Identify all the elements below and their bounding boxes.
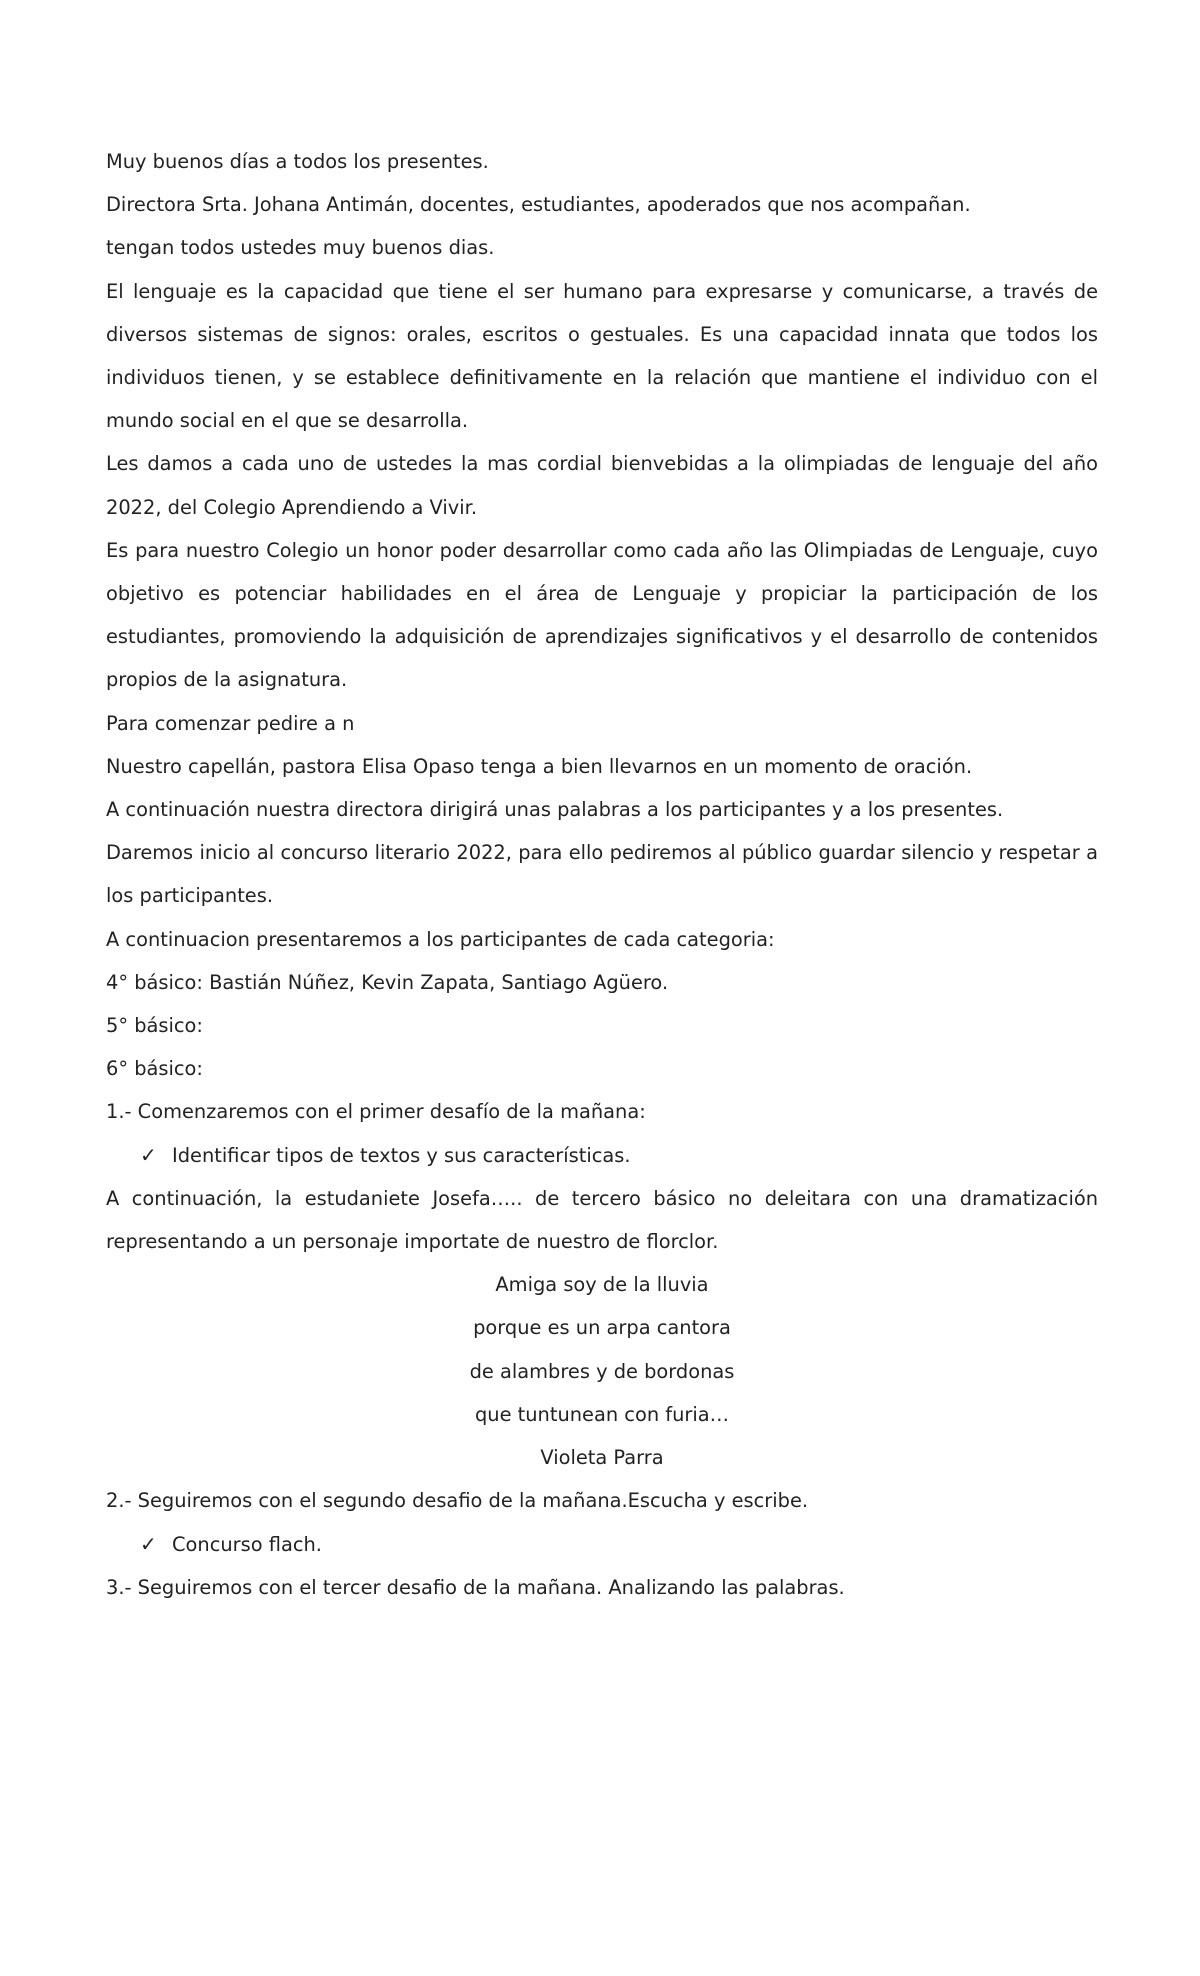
challenge-2-item-text: Concurso flach. bbox=[172, 1532, 322, 1556]
poem-author: Violeta Parra bbox=[540, 1446, 664, 1470]
paragraph-honor: Es para nuestro Colegio un honor poder desarrollar como cada año las Olimpiadas de Lenguaje, cuyo objetivo es potenciar habilidades en el área de Lenguaje y propiciar la participación de los estudiantes, promoviendo la adquisición de aprendizajes significativos y el desarrollo de contenidos propios de la asignatura. bbox=[106, 538, 1098, 692]
paragraph-language: El lenguaje es la capacidad que tiene el ser humano para expresarse y comunicarse, a través de diversos sistemas de signos: orales, escritos o gestuales. Es una capacidad innata que todos los individuos tienen, y se establece definitivamente en la relación que mantiene el individuo con el mundo social en el que se desarrolla. bbox=[106, 279, 1098, 433]
document-page bbox=[106, 140, 1098, 1609]
participants-intro: A continuacion presentaremos a los participantes de cada categoria: bbox=[106, 927, 775, 951]
poem-line-1: Amiga soy de la lluvia bbox=[495, 1273, 709, 1297]
challenge-2-line: 2.- Seguiremos con el segundo desafio de la mañana.Escucha y escribe. bbox=[106, 1489, 809, 1513]
salutation-line: Directora Srta. Johana Antimán, docentes, estudiantes, apoderados que nos acompañan. bbox=[106, 193, 971, 217]
paragraph-welcome: Les damos a cada uno de ustedes la mas cordial bienvebidas a la olimpiadas de lenguaje del año 2022, del Colegio Aprendiendo a Vivir. bbox=[106, 452, 1098, 519]
dramatization-line: A continuación, la estudaniete Josefa….. de tercero básico no deleitara con una dramatización representando a un personaje importate de nuestro de florclor. bbox=[106, 1186, 1098, 1254]
challenge-1-item-text: Identificar tipos de textos y sus características. bbox=[172, 1143, 631, 1167]
checkmark-icon: ✓ bbox=[140, 1142, 157, 1167]
greeting2-line: tengan todos ustedes muy buenos dias. bbox=[106, 236, 495, 260]
greeting-line: Muy buenos días a todos los presentes. bbox=[106, 150, 489, 173]
challenge-1-line: 1.- Comenzaremos con el primer desafío de la mañana: bbox=[106, 1100, 646, 1124]
poem-line-3: de alambres y de bordonas bbox=[469, 1359, 735, 1383]
challenge-2-item bbox=[106, 1523, 1098, 1566]
poem-line-4: que tuntunean con furia… bbox=[474, 1402, 730, 1426]
challenge-3-line: 3.- Seguiremos con el tercer desafio de la mañana. Analizando las palabras. bbox=[106, 1575, 845, 1599]
poem-line-2: porque es un arpa cantora bbox=[473, 1316, 731, 1340]
challenge-1-item bbox=[106, 1134, 1098, 1177]
grade-5-line: 5° básico: bbox=[106, 1014, 203, 1038]
grade-6-line: 6° básico: bbox=[106, 1057, 203, 1081]
director-line: A continuación nuestra directora dirigirá unas palabras a los participantes y a los presentes. bbox=[106, 798, 1004, 822]
contest-line: Daremos inicio al concurso literario 2022, para ello pediremos al público guardar silencio y respetar a los participantes. bbox=[106, 841, 1098, 908]
checkmark-icon: ✓ bbox=[140, 1531, 157, 1556]
start-line: Para comenzar pedire a n bbox=[106, 711, 355, 735]
chaplain-line: Nuestro capellán, pastora Elisa Opaso tenga a bien llevarnos en un momento de oración. bbox=[106, 754, 973, 778]
grade-4-line: 4° básico: Bastián Núñez, Kevin Zapata, Santiago Agüero. bbox=[106, 970, 669, 994]
